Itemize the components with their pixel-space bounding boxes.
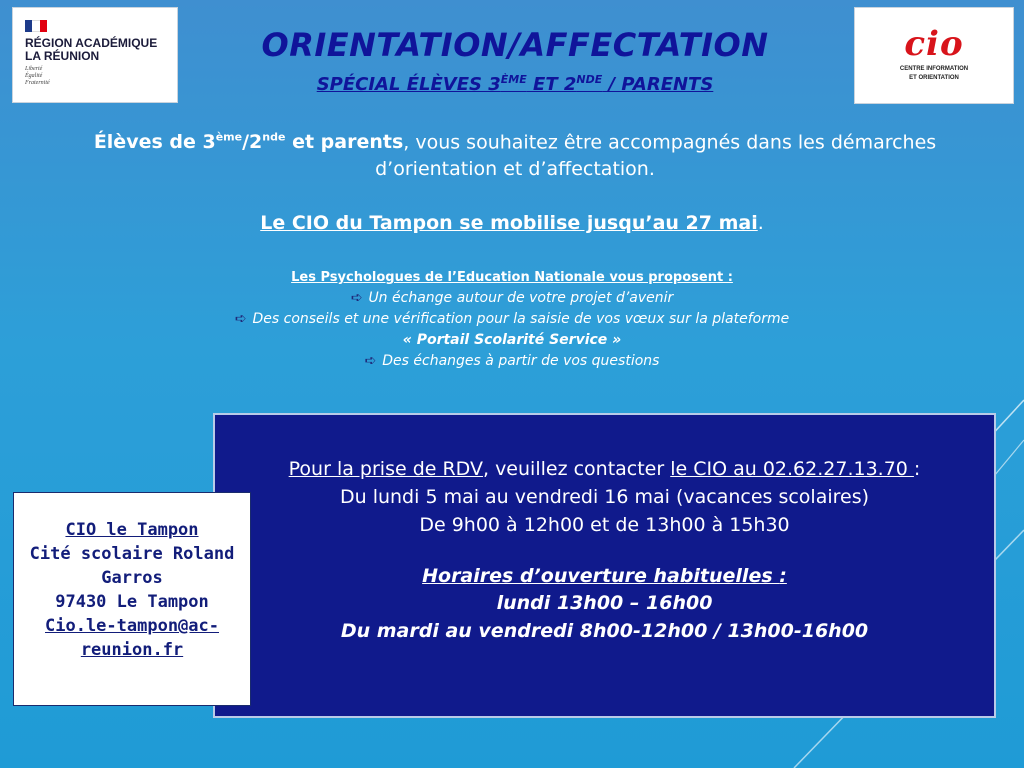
arrow-right-icon: ➪: [364, 353, 377, 369]
psy-item-1-text: Un échange autour de votre projet d’avenir: [368, 290, 674, 306]
address-line-3: Garros: [101, 568, 163, 588]
psy-item-3: [100, 351, 924, 372]
region-name-line2: LA RÉUNION: [25, 49, 100, 63]
email-link-line2[interactable]: reunion.fr: [80, 640, 184, 660]
rdv-dates: Du lundi 5 mai au vendredi 16 mai (vacances scolaires): [339, 486, 870, 508]
intro-sup-2: nde: [262, 131, 286, 144]
psy-item-2: [100, 309, 924, 330]
address-box: [13, 492, 251, 706]
cio-brand: cio: [904, 24, 964, 64]
page-subtitle: [195, 73, 835, 95]
email-link-line1[interactable]: Cio.le-tampon@ac-: [45, 616, 219, 636]
intro-sup-1: ème: [215, 131, 243, 144]
rdv-hours: De 9h00 à 12h00 et de 13h00 à 15h30: [419, 514, 790, 536]
motto-liberte: Liberté: [25, 66, 43, 72]
region-motto: [25, 66, 165, 87]
psy-item-2-text: Des conseils et une vérification pour la saisie de vos vœux sur la plateforme: [252, 311, 790, 327]
french-flag-icon: [25, 20, 47, 32]
rdv-lead-mid: , veuillez contacter: [482, 458, 671, 480]
intro-bold-b: /2: [242, 131, 263, 154]
motto-fraternite: Fraternité: [25, 80, 50, 86]
cio-logo: [854, 7, 1014, 104]
mobilise-text: Le CIO du Tampon se mobilise jusqu’au 27 mai: [260, 212, 758, 234]
psy-item-3-text: Des échanges à partir de vos questions: [382, 353, 660, 369]
intro-audience: [94, 131, 403, 153]
motto-egalite: Égalité: [25, 73, 43, 79]
address-line-1: CIO le Tampon: [65, 520, 199, 540]
rdv-phone[interactable]: le CIO au 02.62.27.13.70: [670, 458, 914, 480]
address-line-2: Cité scolaire Roland: [29, 544, 235, 564]
flag-red: [40, 20, 47, 32]
rdv-colon: :: [913, 458, 921, 480]
usual-hours-heading: [215, 563, 994, 589]
region-name-line1: RÉGION ACADÉMIQUE: [25, 36, 158, 50]
flag-white: [32, 20, 39, 32]
rdv-contact-line: [215, 455, 994, 483]
region-academique-logo: [12, 7, 178, 103]
cio-sub-line1: CENTRE INFORMATION: [899, 66, 969, 72]
usual-hours-weekdays: Du mardi au vendredi 8h00-12h00 / 13h00-16h00: [340, 620, 869, 642]
subtitle-part-b: ET 2: [526, 74, 577, 95]
intro-bold-c: et parents: [285, 131, 404, 154]
subtitle-sup-2: NDE: [576, 73, 603, 86]
flag-blue: [25, 20, 32, 32]
subtitle-part-a: SPÉCIAL ÉLÈVES 3: [316, 74, 501, 95]
mobilise-statement: [100, 212, 924, 234]
intro-paragraph: [80, 124, 950, 183]
mobilise-period: .: [757, 212, 764, 234]
psy-item-2-platform: « Portail Scolarité Service »: [402, 332, 622, 348]
rdv-lead: Pour la prise de RDV: [288, 458, 483, 480]
address-line-4: 97430 Le Tampon: [55, 592, 209, 612]
arrow-right-icon: ➪: [234, 311, 247, 327]
intro-text: , vous souhaitez être accompagnés dans les démarches d’orientation et d’affectation.: [375, 131, 937, 181]
rdv-box: [213, 413, 996, 718]
cio-sub-line2: ET ORIENTATION: [909, 75, 959, 81]
subtitle-sup-1: ÈME: [500, 73, 527, 86]
psychologues-section: [100, 270, 924, 372]
usual-hours-heading-text: Horaires d’ouverture habituelles: [422, 565, 780, 587]
psy-heading: Les Psychologues de l’Education Nationale vous proposent :: [291, 270, 733, 285]
subtitle-part-c: / PARENTS: [602, 74, 714, 95]
usual-hours-colon: :: [779, 565, 787, 587]
page-title: ORIENTATION/AFFECTATION: [261, 26, 769, 64]
arrow-right-icon: ➪: [350, 290, 363, 306]
usual-hours-monday: lundi 13h00 – 16h00: [496, 592, 713, 614]
psy-item-1: [100, 288, 924, 309]
intro-bold-a: Élèves de 3: [93, 131, 216, 154]
